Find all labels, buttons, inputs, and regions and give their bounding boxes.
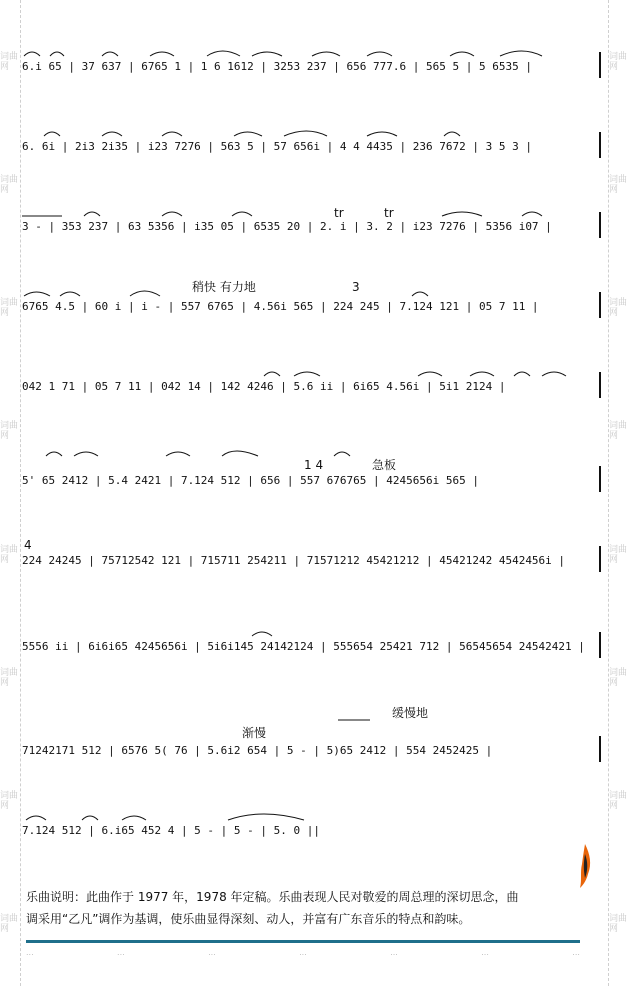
notation-line: 6765 4.5 | 60 i | i - | 557 6765 | 4.56i 565 | 224 245 | 7.124 121 | 05 7 11 | [22, 300, 539, 313]
watermark-text: 词曲网 [609, 51, 628, 72]
watermark-text: 词曲网 [609, 174, 628, 195]
slur-marks [22, 42, 607, 60]
slur-marks [22, 122, 607, 140]
barline [599, 466, 601, 492]
score-system-8 [22, 616, 607, 696]
barline [599, 52, 601, 78]
watermark-text: 词曲网 [0, 544, 19, 565]
footer-dot: ... [117, 948, 125, 957]
trill-mark: tr [384, 206, 394, 220]
slur-marks [22, 622, 607, 640]
score-system-4 [22, 276, 607, 356]
footer-dot: ... [26, 948, 34, 957]
barline [599, 546, 601, 572]
watermark-text: 词曲网 [0, 914, 19, 935]
barline [599, 736, 601, 762]
notation-line: 224 24245 | 75712542 121 | 715711 254211 | 71571212 45421212 | 45421242 4542456i | [22, 554, 566, 567]
watermark-text: 词曲网 [0, 791, 19, 812]
slur-marks [22, 806, 607, 824]
watermark-text: 词曲网 [0, 51, 19, 72]
watermark-text: 词曲网 [609, 667, 628, 688]
watermark-text: 词曲网 [0, 298, 19, 319]
notation-line: 3 - | 353 237 | 63 5356 | i35 05 | 6535 20 | 2. i | 3. 2 | i23 7276 | 5356 i07 | [22, 220, 552, 233]
tempo-annotation-gradually-slower: 渐慢 [242, 726, 267, 740]
notation-line: 71242171 512 | 6576 5( 76 | 5.6i2 654 | 5 - | 5)65 2412 | 554 2452425 | [22, 744, 493, 757]
music-description [26, 886, 586, 930]
watermark-text: 词曲网 [0, 667, 19, 688]
barline [599, 632, 601, 658]
notation-line: 7.124 512 | 6.i65 452 4 | 5 - | 5 - | 5. 0 || [22, 824, 321, 837]
tempo-annotation-slowly: 缓慢地 [392, 706, 429, 720]
four-annotation: 4 [24, 538, 32, 552]
score-system-7 [22, 530, 607, 610]
tempo-annotation-urgent: 急板 [372, 458, 397, 472]
description-line-2: 调采用“乙凡”调作为基调，使乐曲显得深刻、动人，并富有广东音乐的特点和韵味。 [26, 912, 471, 926]
barline [599, 212, 601, 238]
score-system-1 [22, 36, 607, 116]
footer-dot: ... [299, 948, 307, 957]
footer-dots [26, 948, 580, 958]
barline [599, 132, 601, 158]
score-system-6 [22, 436, 607, 516]
score-system-5 [22, 356, 607, 436]
notation-line: 042 1 71 | 05 7 11 | 042 14 | 142 4246 | 5.6 ii | 6i65 4.56i | 5i1 2124 | [22, 380, 506, 393]
slur-marks [22, 362, 607, 380]
score-system-10 [22, 800, 607, 880]
footer-dot: ... [390, 948, 398, 957]
right-watermark-strip [608, 0, 629, 986]
slur-marks [22, 706, 607, 724]
flame-decoration-icon [578, 844, 592, 888]
slur-marks [22, 202, 607, 220]
notation-line: 5556 ii | 6i6i65 4245656i | 5i6i145 24142124 | 555654 25421 712 | 56545654 24542421 | [22, 640, 585, 653]
watermark-text: 词曲网 [609, 544, 628, 565]
slur-marks [22, 282, 607, 300]
meter-annotation: 1 4 [304, 458, 324, 472]
score-system-3 [22, 196, 607, 276]
tempo-number: 3 [352, 280, 360, 294]
watermark-text: 词曲网 [0, 174, 19, 195]
watermark-text: 词曲网 [609, 421, 628, 442]
notation-line: 6. 6i | 2i3 2i35 | i23 7276 | 563 5 | 57 656i | 4 4 4435 | 236 7672 | 3 5 3 | [22, 140, 532, 153]
watermark-text: 词曲网 [0, 421, 19, 442]
footer-dot: ... [208, 948, 216, 957]
watermark-text: 词曲网 [609, 298, 628, 319]
score-system-2 [22, 116, 607, 196]
footer-dot: ... [481, 948, 489, 957]
watermark-text: 词曲网 [609, 914, 628, 935]
score-system-9 [22, 700, 607, 780]
footer-dot: ... [572, 948, 580, 957]
trill-mark: tr [334, 206, 344, 220]
tempo-annotation-faster: 稍快 有力地 [192, 280, 256, 294]
watermark-text: 词曲网 [609, 791, 628, 812]
divider-rule [26, 940, 580, 943]
notation-line: 6.i 65 | 37 637 | 6765 1 | 1 6 1612 | 3253 237 | 656 777.6 | 565 5 | 5 6535 | [22, 60, 532, 73]
barline [599, 292, 601, 318]
description-line-1: 乐曲说明：此曲作于 1977 年，1978 年定稿。乐曲表现人民对敬爱的周总理的深切思念，曲 [26, 890, 519, 904]
notation-line: 5' 65 2412 | 5.4 2421 | 7.124 512 | 656 | 557 676765 | 4245656i 565 | [22, 474, 479, 487]
left-watermark-strip [0, 0, 21, 986]
barline [599, 372, 601, 398]
